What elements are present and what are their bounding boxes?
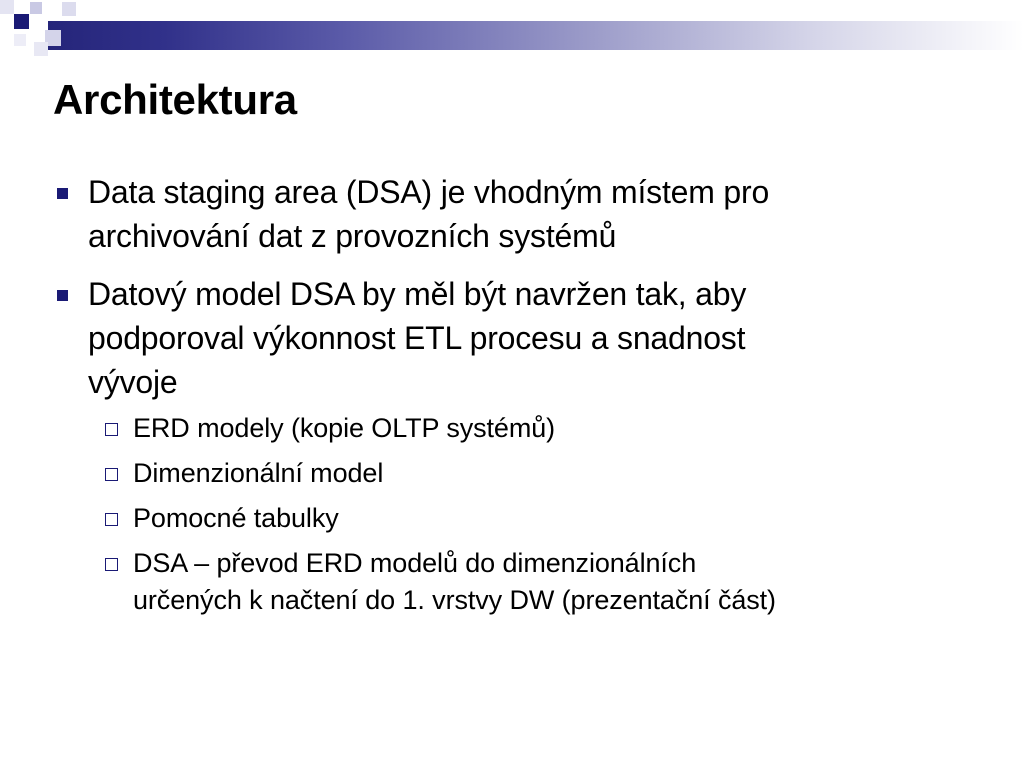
sub-bullet-item [50,455,990,492]
filled-square-bullet-icon [57,188,68,199]
sub-bullet-line: ERD modely (kopie OLTP systémů) [133,413,556,443]
decor-square-light-1 [0,0,14,14]
sub-bullet-item [50,410,990,447]
sub-bullet-line: určených k načtení do 1. vrstvy DW (prezentační část) [133,585,776,615]
decor-square-dark [14,14,29,29]
hollow-square-bullet-icon [105,513,118,526]
sub-bullet-line: Pomocné tabulky [133,503,339,533]
bullet-item [50,170,990,258]
decor-square-light-3 [62,2,76,16]
slide-content [50,170,990,627]
sub-bullet-item [50,545,990,619]
bullet-line: archivování dat z provozních systémů [88,218,617,254]
bullet-item [50,272,990,404]
bullet-line: Datový model DSA by měl být navržen tak, aby [88,276,747,312]
hollow-square-bullet-icon [105,558,118,571]
bullet-line: vývoje [88,364,178,400]
sub-bullet-line: DSA – převod ERD modelů do dimenzionálních [133,548,697,578]
header-gradient-bar [48,21,1024,50]
hollow-square-bullet-icon [105,423,118,436]
sub-bullet-item [50,500,990,537]
bullet-line: podporoval výkonnost ETL procesu a snadnost [88,320,746,356]
filled-square-bullet-icon [57,290,68,301]
hollow-square-bullet-icon [105,468,118,481]
decor-square-light-6 [14,34,26,46]
bullet-line: Data staging area (DSA) je vhodným místem pro [88,174,770,210]
decor-square-light-2 [30,2,42,14]
decor-square-light-5 [34,42,48,56]
sub-bullet-line: Dimenzionální model [133,458,384,488]
slide-title: Architektura [53,76,297,123]
